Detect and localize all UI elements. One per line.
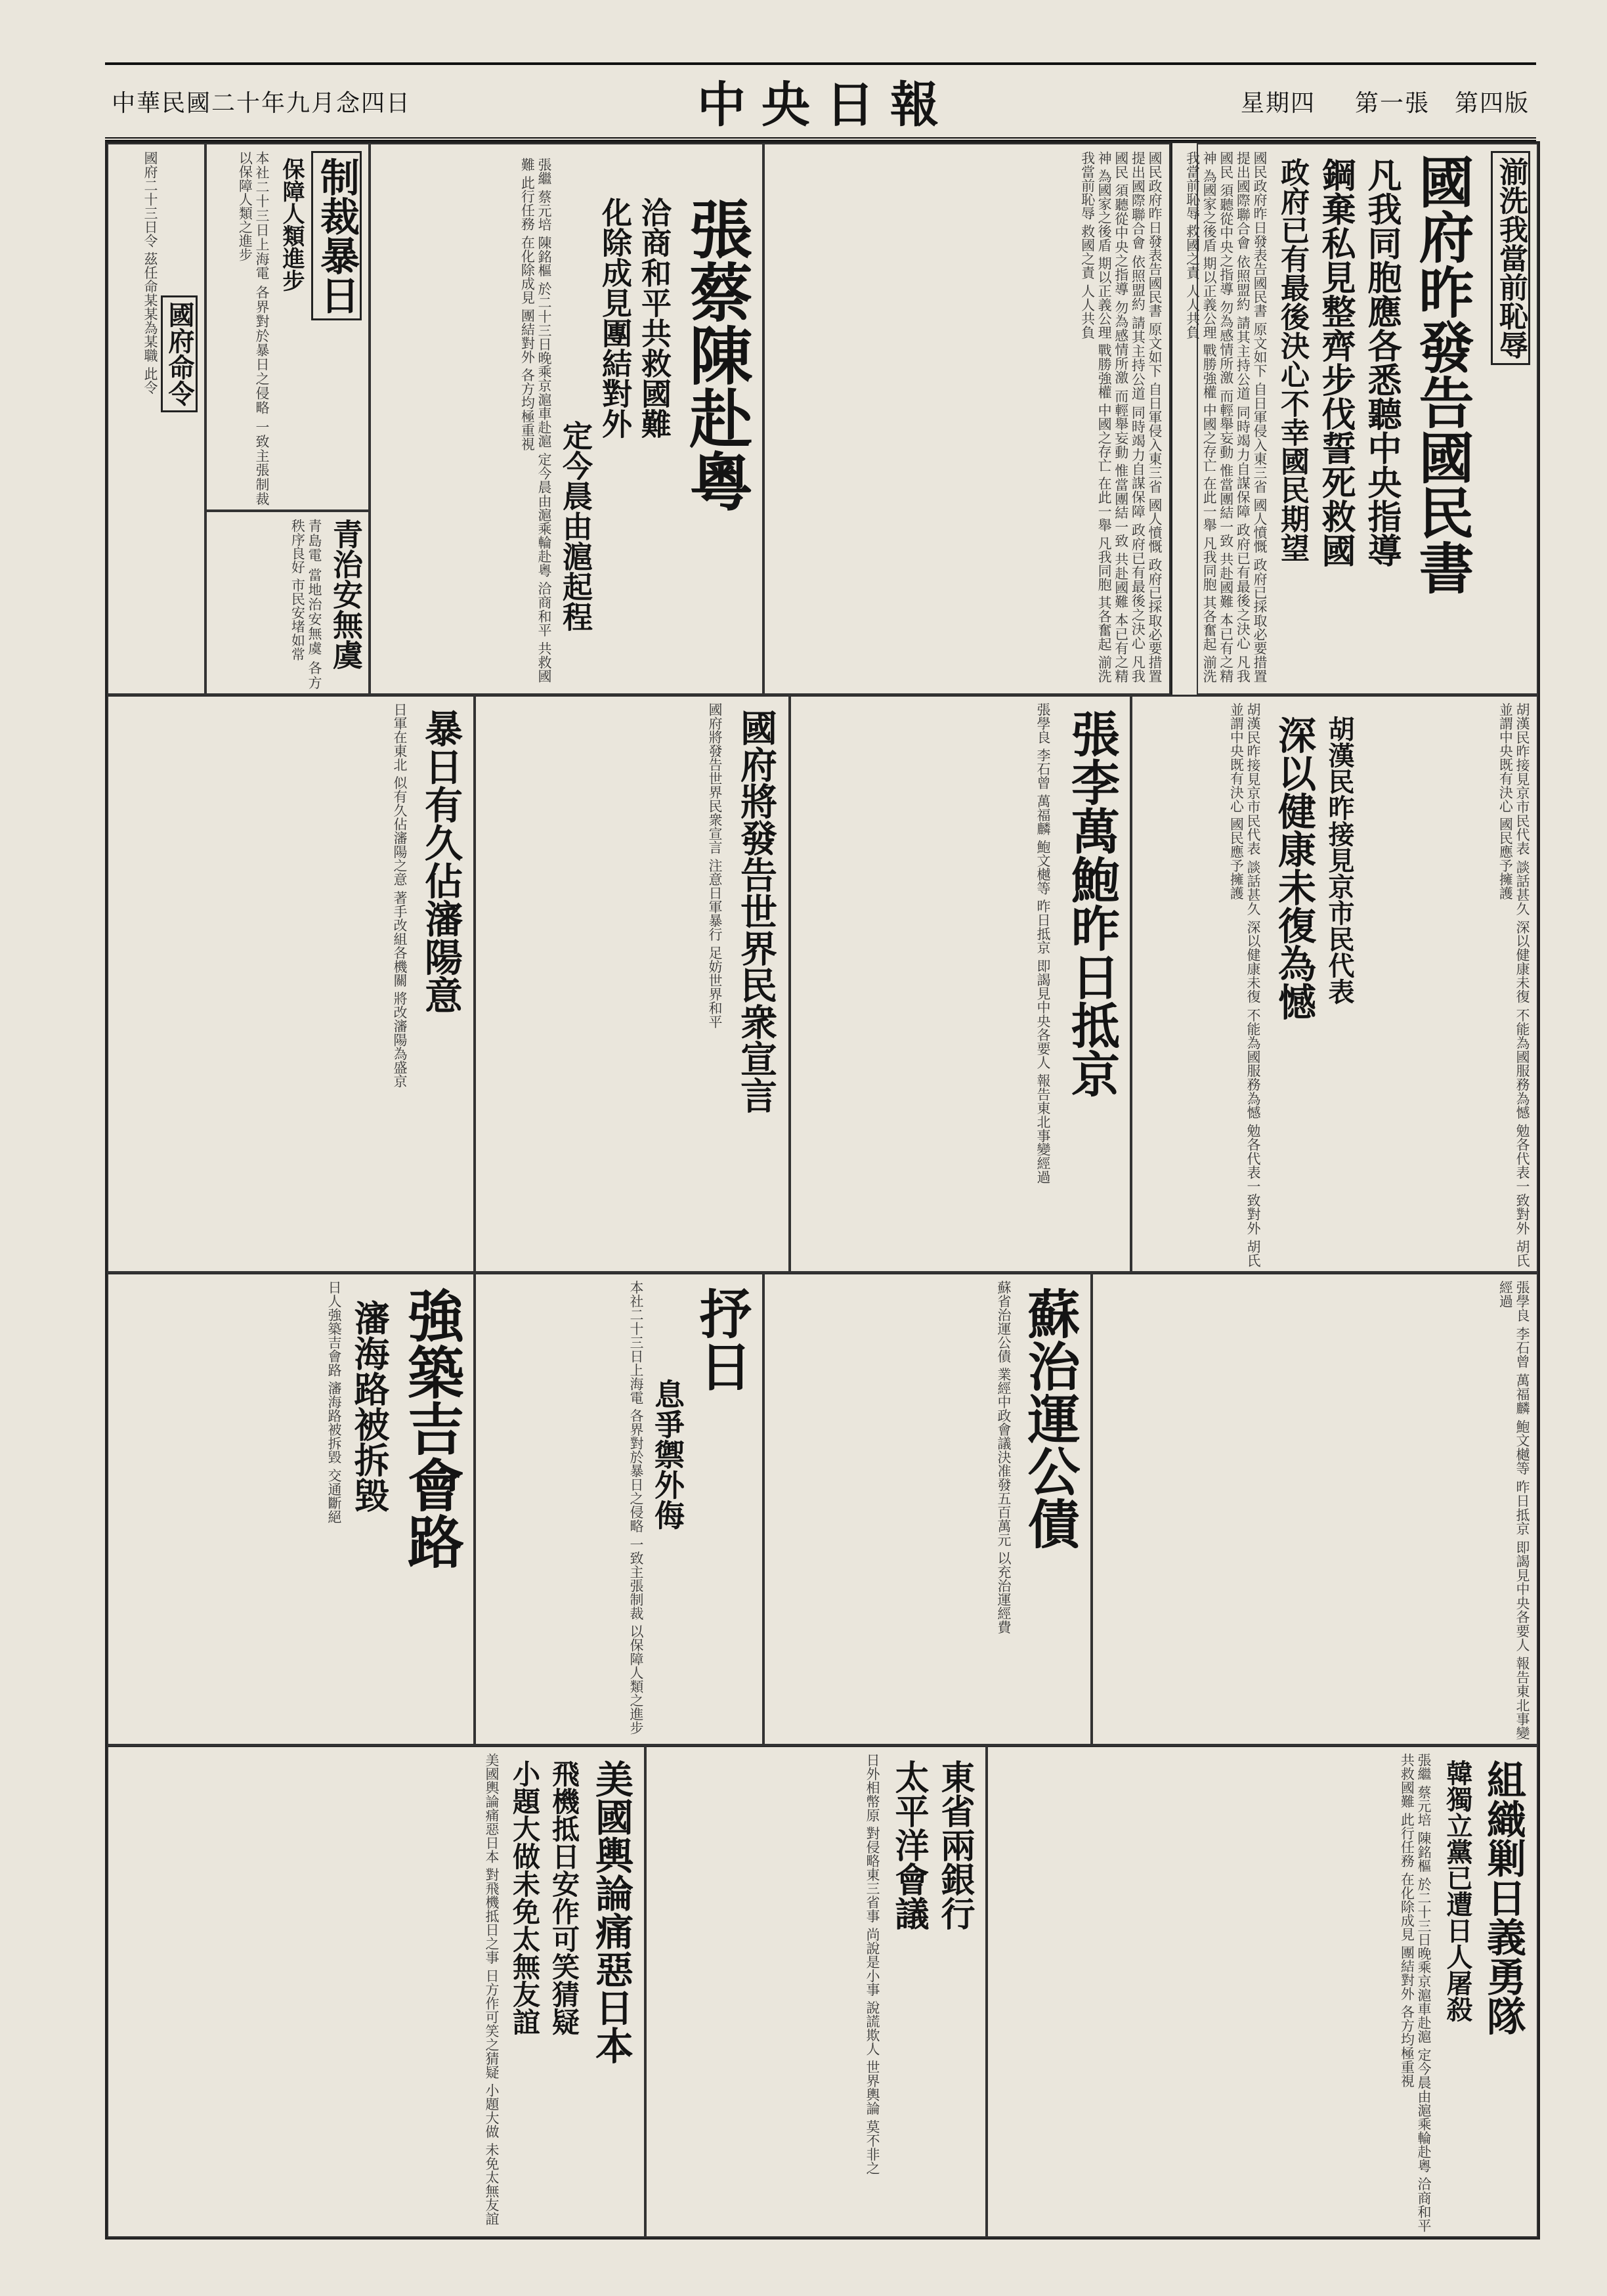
article-body: 蘇省治運公債 業經中政會議決准發五百萬元 以充治運經費 (996, 1280, 1012, 1634)
article-subheadline: 小題大做未免太無友誼 (509, 1760, 541, 2035)
article-body: 日外相幣原 對侵略東三省事 尚說是小事 說謊欺人 世界輿論 莫不非之 (865, 1753, 880, 2175)
article-body: 日軍在東北 似有久佔瀋陽之意 著手改組各機關 將改瀋陽為盛京 (392, 703, 408, 1089)
article-body: 美國輿論痛惡日本 對飛機抵日之事 日方作可笑之猜疑 小題大做 未免太無友誼 (484, 1753, 500, 2226)
article-headline: 強築吉會路 (398, 1287, 464, 1569)
article-subheadline: 洽商和平共救國難 (637, 197, 672, 439)
article-subheadline: 瀋海路被拆毀 (349, 1300, 391, 1513)
article-headline: 暴日有久佔瀋陽意 (418, 709, 463, 1014)
article-block (107, 695, 475, 1272)
article-headline: 張蔡陳赴粵 (679, 197, 754, 512)
paper-name: 中央日報 (696, 77, 954, 133)
article-block (107, 1745, 645, 2238)
article-headline: 深以健康未復為憾 (1272, 716, 1316, 1020)
weekday: 星期四 (1240, 89, 1316, 117)
article-block (763, 1272, 1092, 1745)
page-body (105, 141, 1540, 2240)
article-headline: 蘇治運公債 (1019, 1287, 1081, 1549)
article-body: 張繼 蔡元培 陳銘樞 於二十三日晚乘京滬車赴滬 定今晨由滬乘輪赴粵 洽商和平 共救國難 此行任務 在化除成見 團結對外 各方均極重視 (519, 158, 552, 683)
article-block (205, 511, 370, 695)
article-headline: 東省兩銀行 (935, 1760, 975, 1930)
masthead (105, 62, 1536, 141)
article-body: 國府二十三日令 茲任命某某為某職 此令 (142, 151, 158, 395)
column-divider (1170, 143, 1172, 695)
article-block (107, 143, 205, 695)
article-block (790, 695, 1131, 1272)
article-headline: 太平洋會議 (889, 1760, 929, 1930)
article-subheadline: 韓獨立黨已遭日人屠殺 (1442, 1760, 1473, 2022)
article-block (1184, 143, 1538, 695)
article-headline: 張李萬鮑昨日抵京 (1063, 709, 1120, 1098)
article-subheadline: 息爭禦外侮 (650, 1379, 685, 1530)
article-subheadline: 政府已有最後決心不幸國民期望 (1275, 158, 1309, 562)
article-block (987, 1745, 1538, 2238)
article-subheadline: 化除成見團結對外 (597, 197, 633, 439)
article-block (205, 143, 370, 511)
article-subheadline: 保障人類進步 (278, 158, 305, 292)
article-headline: 國府命令 (161, 295, 198, 412)
article-body: 國民政府昨日發表告國民書 原文如下 自日軍侵入東三省 國人憤慨 政府已採取必要措置 提出國際聯合會 依照盟約 請其主持公道 同時竭力自謀保障 政府已有最後之決心 凡我國民 須聽從中央之指導 勿為感情所激 而輕舉妄動 惟當團結一致 共赴國難 本已有之精神 為國家之後盾 期以正義公理 戰勝強權 中國之存亡 在此一舉 凡我同胞 其各奮起 湔洗我當前恥辱 救國之責 人人共負 (1079, 151, 1163, 683)
article-body: 胡漢民昨接見京市民代表 談話甚久 深以健康未復 不能為國服務為憾 勉各代表一致對外 胡氏並謂中央既有決心 國民應予擁護 (1228, 703, 1261, 1267)
article-block (763, 143, 1170, 695)
article-headline: 抒日 (691, 1287, 752, 1392)
article-headline: 美國輿論痛惡日本 (589, 1760, 633, 2064)
article-headline: 國府昨發告國民書 (1410, 154, 1475, 595)
article-subheadline: 飛機抵日安作可笑猜疑 (548, 1760, 580, 2035)
article-body: 國府將發告世界民衆宣言 注意日軍暴行 足妨世界和平 (707, 703, 723, 1029)
article-body: 胡漢民昨接見京市民代表 談話甚久 深以健康未復 不能為國服務為憾 勉各代表一致對外 胡氏並謂中央既有決心 國民應予擁護 (1497, 703, 1530, 1267)
article-body: 日人強築吉會路 瀋海路被拆毀 交通斷絕 (326, 1280, 342, 1524)
article-headline: 青治安無虞 (328, 519, 364, 670)
article-block (475, 695, 790, 1272)
article-body: 張繼 蔡元培 陳銘樞 於二十三日晚乘京滬車赴滬 定今晨由滬乘輪赴粵 洽商和平 共救國難 此行任務 在化除成見 團結對外 各方均極重視 (1399, 1753, 1432, 2232)
article-headline: 組織剿日義勇隊 (1480, 1760, 1526, 2035)
article-block (1131, 695, 1538, 1272)
article-body: 張學良 李石曾 萬福麟 鮑文樾等 昨日抵京 即謁見中央各要人 報告東北事變經過 (1035, 703, 1051, 1184)
article-block (370, 143, 763, 695)
article-subheadline: 胡漢民昨接見京市民代表 (1324, 716, 1355, 1005)
article-block (107, 1272, 475, 1745)
article-subheadline: 定今晨由滬起程 (558, 420, 593, 632)
article-body: 張學良 李石曾 萬福麟 鮑文樾等 昨日抵京 即謁見中央各要人 報告東北事變經過 (1497, 1280, 1530, 1740)
article-block (475, 1272, 763, 1745)
article-headline: 制裁暴日 (311, 151, 362, 320)
article-kicker: 湔洗我當前恥辱 (1491, 151, 1530, 365)
article-body: 本社二十三日上海電 各界對於暴日之侵略 一致主張制裁 以保障人類之進步 (628, 1280, 644, 1735)
edition-label: 第一張 第四版 (1354, 89, 1530, 117)
article-body: 青島電 當地治安無虞 各方秩序良好 市民安堵如常 (289, 519, 322, 689)
issue-date: 中華民國二十年九月念四日 (112, 89, 412, 117)
article-block (1092, 1272, 1538, 1745)
article-subheadline: 凡我同胞應各悉聽中央指導 (1361, 158, 1402, 567)
article-headline: 國府將發告世界民衆宣言 (735, 709, 778, 1114)
article-body: 國民政府昨日發表告國民書 原文如下 自日軍侵入東三省 國人憤慨 政府已採取必要措置 提出國際聯合會 依照盟約 請其主持公道 同時竭力自謀保障 政府已有最後之決心 凡我國民 須聽從中央之指導 勿為感情所激 而輕舉妄動 惟當團結一致 共赴國難 本已有之精神 為國家之後盾 期以正義公理 戰勝強權 中國之存亡 在此一舉 凡我同胞 其各奮起 湔洗我當前恥辱 救國之責 人人共負 (1184, 151, 1268, 683)
article-block (645, 1745, 987, 2238)
article-subheadline: 鋼棄私見整齊步伐誓死救國 (1316, 158, 1356, 567)
article-body: 本社二十三日上海電 各界對於暴日之侵略 一致主張制裁 以保障人類之進步 (237, 151, 270, 506)
